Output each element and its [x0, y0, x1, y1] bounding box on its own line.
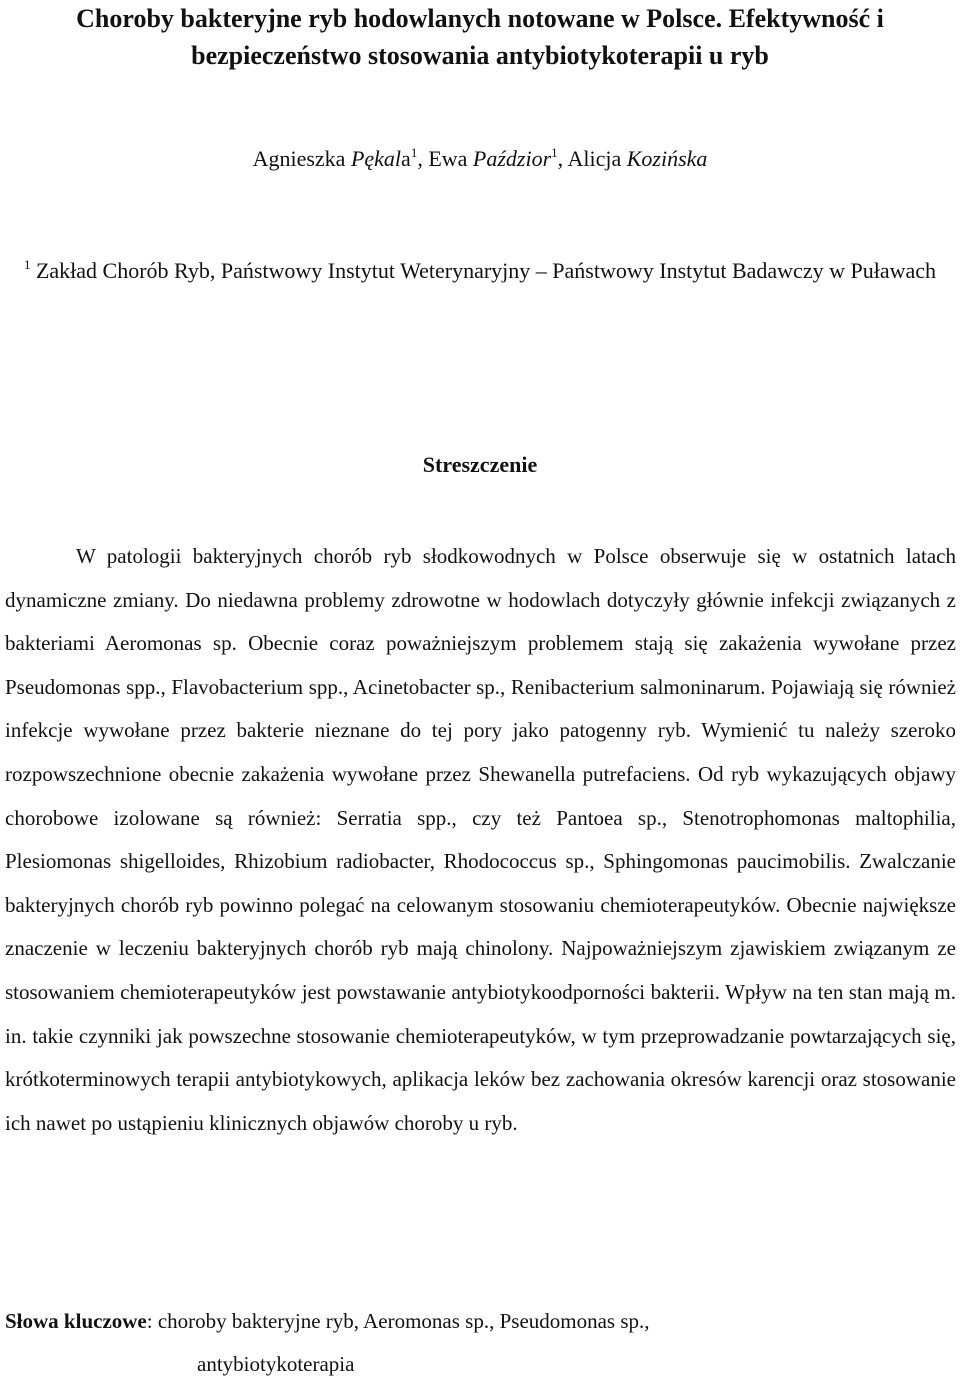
author: [567, 146, 707, 171]
author: [253, 146, 429, 171]
affiliation: [8, 254, 952, 287]
author: [428, 146, 567, 171]
author-separator: ,: [417, 146, 429, 171]
keywords-text: : choroby bakteryjne ryb, Aeromonas sp., Pseudomonas sp.,: [146, 1309, 650, 1333]
author-first-name: Ewa: [428, 146, 473, 171]
author-last-name: Paździor: [472, 146, 552, 171]
author-last-name: Pękal: [350, 146, 402, 171]
author-first-name: Agnieszka: [252, 146, 351, 171]
author-last-name: Kozińska: [626, 146, 708, 171]
affiliation-text: Zakład Chorób Ryb, Państwowy Instytut Weterynaryjny – Państwowy Instytut Badawczy w Puławach: [30, 258, 937, 283]
keywords: [5, 1300, 956, 1386]
abstract-body: W patologii bakteryjnych chorób ryb słodkowodnych w Polsce obserwuje się w ostatnich latach dynamiczne zmiany. Do niedawna problemy zdrowotne w hodowlach dotyczyły głównie infekcji związanych z bakteriami Aeromonas sp. Obecnie coraz poważniejszym problemem stają się zakażenia wywołane przez Pseudomonas spp., Flavobacterium spp., Acinetobacter sp., Renibacterium salmoninarum. Pojawiają się również infekcje wywołane przez bakterie nieznane do tej pory jako patogenny ryb. Wymienić tu należy szeroko rozpowszechnione obecnie zakażenia wywołane przez Shewanella putrefaciens. Od ryb wykazujących objawy chorobowe izolowane są również: Serratia spp., czy też Pantoea sp., Stenotrophomonas maltophilia, Plesiomonas shigelloides, Rhizobium radiobacter, Rhodococcus sp., Sphingomonas paucimobilis. Zwalczanie bakteryjnych chorób ryb powinno polegać na celowanym stosowaniu chemioterapeutyków. Obecnie największe znaczenie w leczeniu bakteryjnych chorób ryb mają chinolony. Najpoważniejszym zjawiskiem związanym ze stosowaniem chemioterapeutyków jest powstawanie antybiotykoodporności bakterii. Wpływ na ten stan mają m. in. takie czynniki jak powszechne stosowanie chemioterapeutyków, w tym przeprowadzanie powtarzających się, krótkoterminowych terapii antybiotykowych, aplikacja leków bez zachowania okresów karencji oraz stosowanie ich nawet po ustąpieniu klinicznych objawów choroby u ryb.: [5, 544, 956, 1135]
affiliation-mark: 1: [23, 257, 31, 272]
paper-title: Choroby bakteryjne ryb hodowlanych notowane w Polsce. Efektywność i bezpieczeństwo stosowania antybiotykoterapii u ryb: [76, 4, 884, 70]
author-separator: ,: [557, 146, 568, 171]
author-affiliation-mark: 1: [410, 145, 418, 160]
keywords-continuation: antybiotykoterapia: [197, 1352, 355, 1376]
author-affiliation-mark: 1: [551, 145, 558, 160]
author-first-name: Alicja: [567, 146, 627, 171]
author-list: [8, 144, 952, 174]
keywords-label: Słowa kluczowe: [5, 1309, 147, 1333]
author-last-name-tail: a: [401, 146, 411, 171]
abstract-heading: Streszczenie: [422, 452, 538, 477]
